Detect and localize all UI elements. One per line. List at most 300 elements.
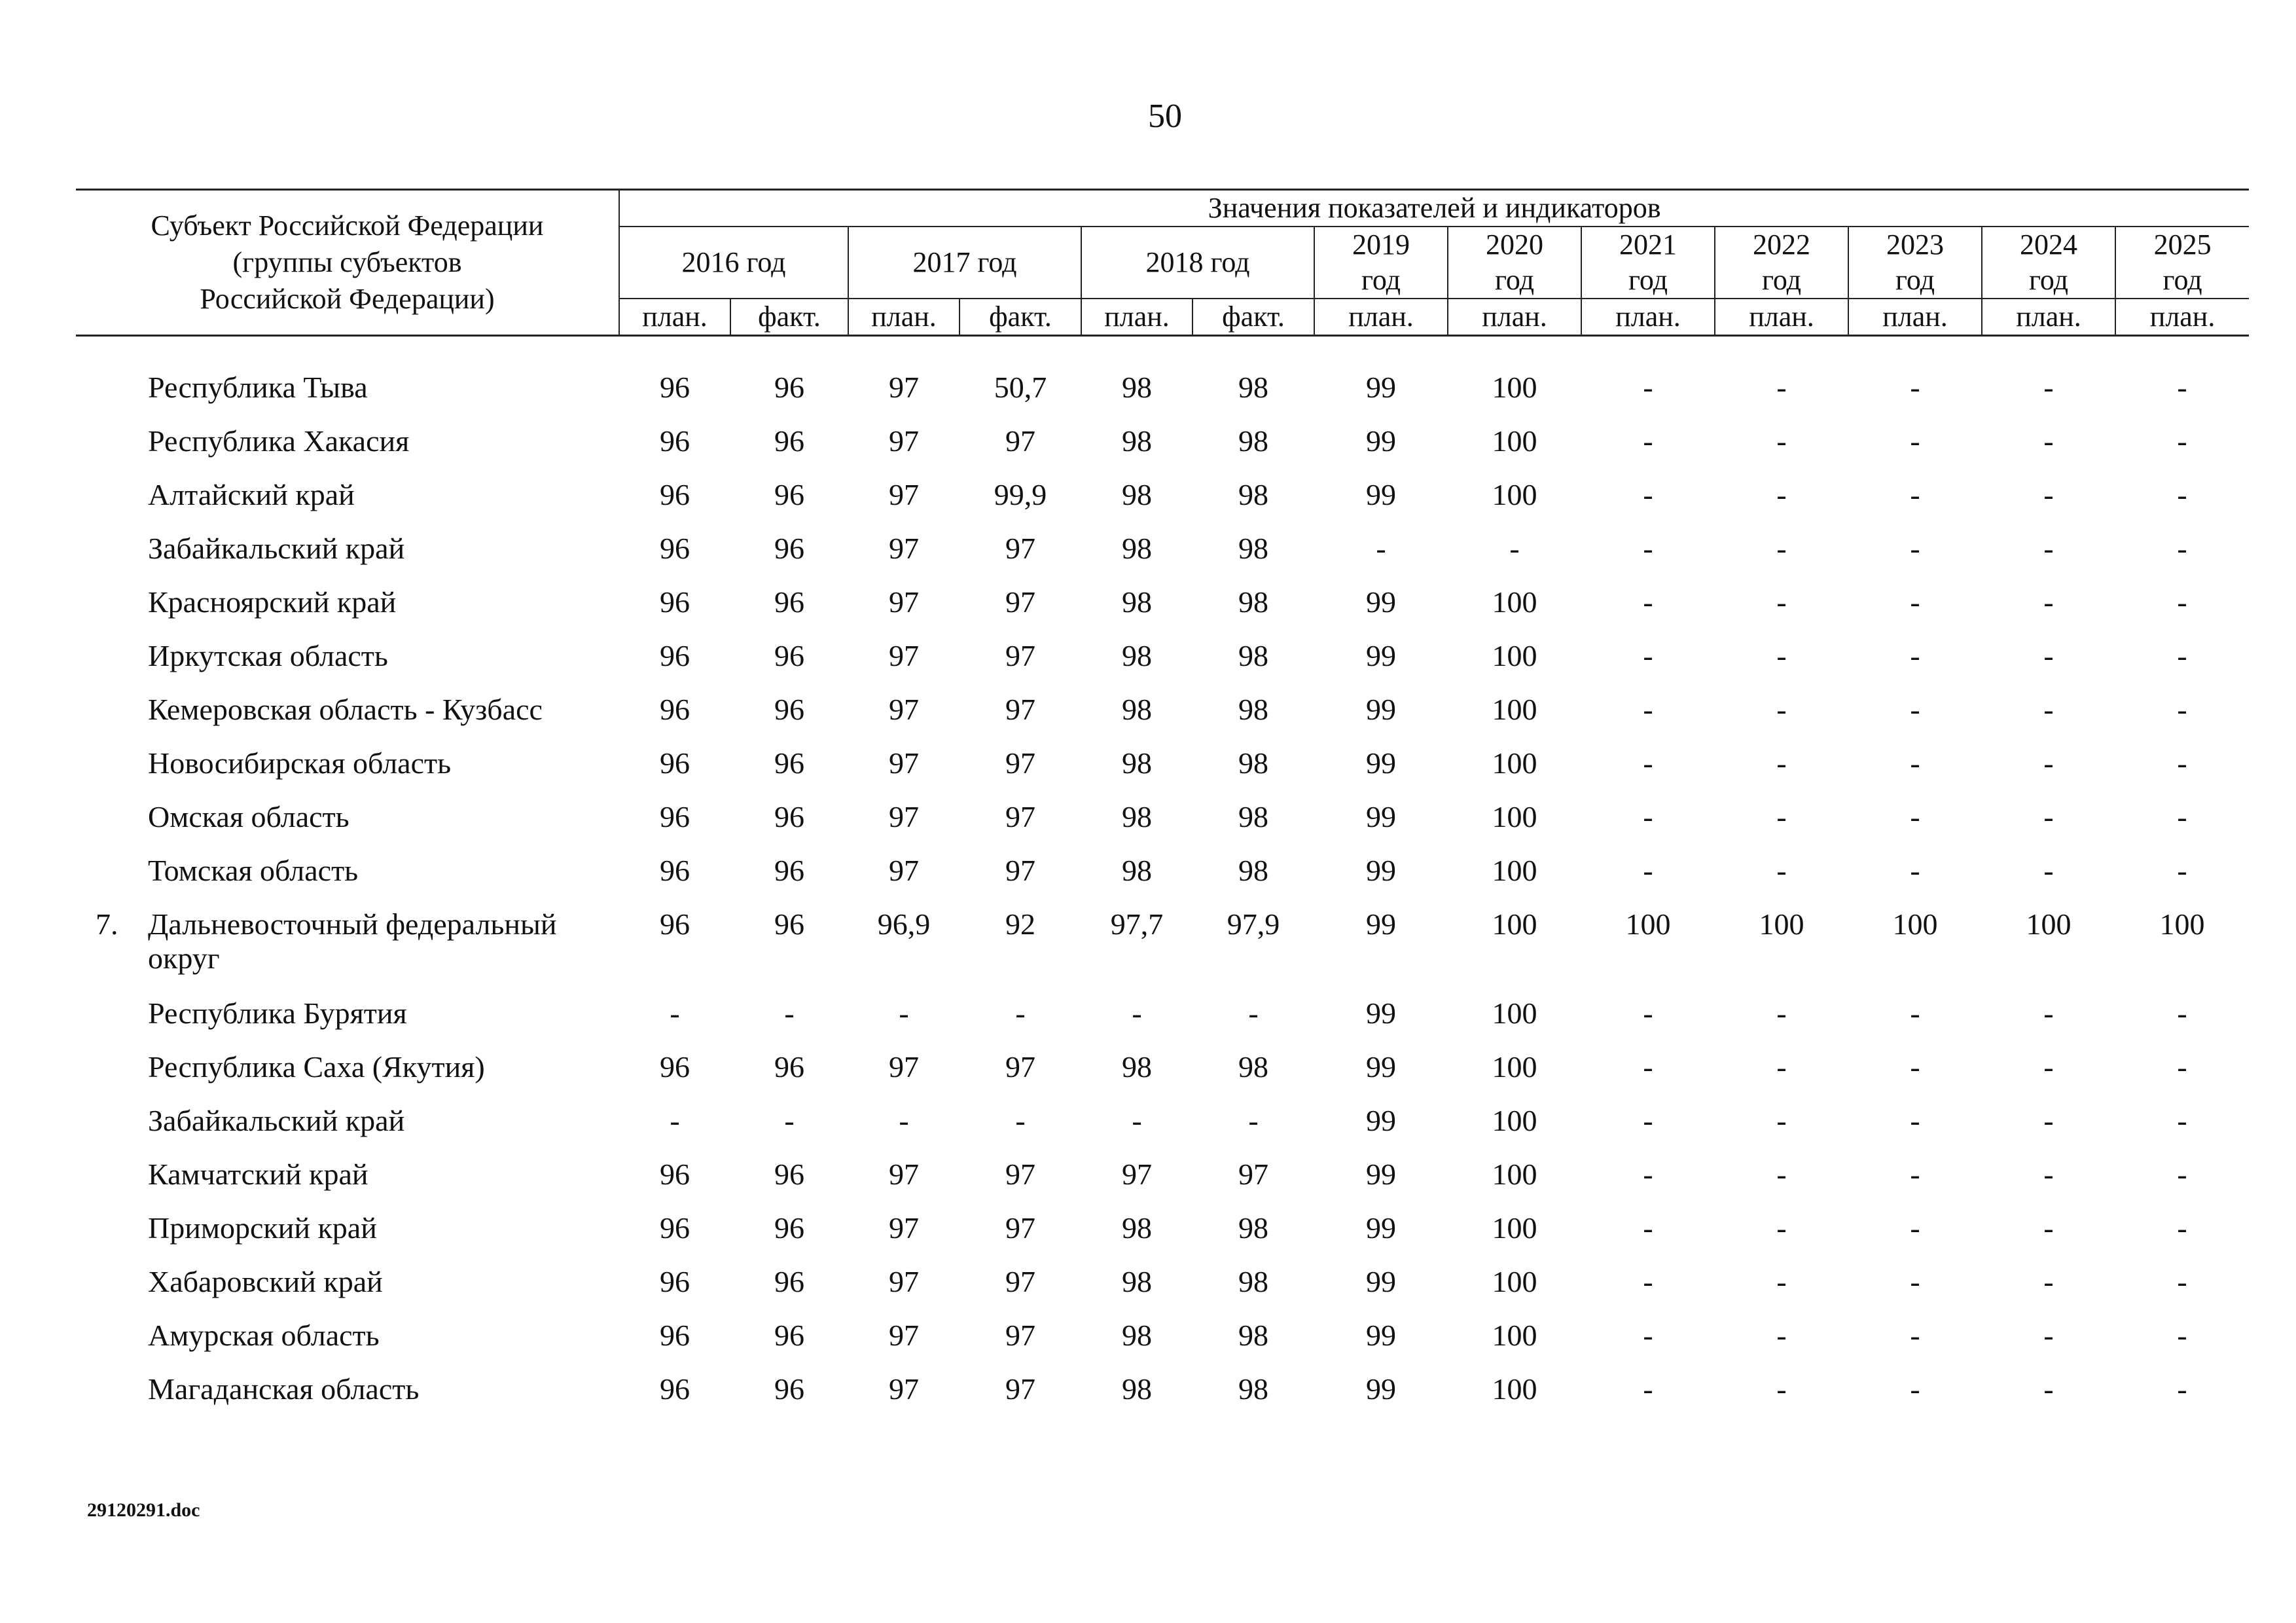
value-cell: 96 — [660, 585, 690, 619]
region-name: Хабаровский край — [148, 1265, 383, 1298]
year-header-2021: 2021 год — [1581, 227, 1715, 299]
value-cell: 96 — [774, 1265, 804, 1298]
table-row — [76, 424, 2249, 478]
value-cell: 97 — [889, 639, 919, 672]
value-cell: - — [1643, 639, 1653, 672]
table-row — [76, 1050, 2249, 1104]
value-cell: - — [1910, 478, 1920, 511]
value-cell: 99 — [1366, 693, 1396, 726]
value-cell: 100 — [1492, 1050, 1537, 1084]
value-cell: 100 — [1492, 854, 1537, 887]
value-cell: 99 — [1366, 907, 1396, 941]
value-cell: - — [2177, 424, 2187, 458]
value-cell: - — [1910, 532, 1920, 565]
value-cell: - — [2177, 693, 2187, 726]
value-cell: - — [1643, 1158, 1653, 1191]
value-cell: - — [1643, 478, 1653, 511]
value-cell: - — [1643, 800, 1653, 833]
value-cell: 98 — [1122, 1319, 1152, 1352]
value-cell: 100 — [1492, 1211, 1537, 1245]
value-cell: 96 — [774, 1372, 804, 1406]
value-cell: - — [1910, 639, 1920, 672]
value-cell: 96 — [774, 907, 804, 941]
value-cell: 99 — [1366, 1265, 1396, 1298]
table-row — [76, 1158, 2249, 1211]
value-cell: 98 — [1122, 585, 1152, 619]
value-cell: - — [2043, 1104, 2054, 1137]
value-cell: - — [1643, 693, 1653, 726]
value-cell: 96 — [660, 907, 690, 941]
value-cell: 98 — [1122, 532, 1152, 565]
value-cell: - — [1643, 532, 1653, 565]
value-cell: 100 — [1492, 1319, 1537, 1352]
value-cell: 100 — [1492, 1265, 1537, 1298]
value-cell: 98 — [1122, 424, 1152, 458]
sub-header-2016-fact: факт. — [730, 299, 848, 336]
value-cell: 96 — [660, 478, 690, 511]
value-cell: 99 — [1366, 478, 1396, 511]
value-cell: 99 — [1366, 424, 1396, 458]
value-cell: 98 — [1122, 1265, 1152, 1298]
value-cell: - — [899, 1104, 909, 1137]
region-name: Иркутская область — [148, 639, 388, 672]
value-cell: 99 — [1366, 746, 1396, 780]
value-cell: 96 — [660, 1265, 690, 1298]
year-header-2016: 2016 год — [619, 227, 848, 299]
value-cell: - — [1776, 854, 1787, 887]
row-number — [76, 1372, 148, 1426]
value-cell: 97 — [1005, 1265, 1035, 1298]
values-group-header: Значения показателей и индикаторов — [619, 190, 2249, 227]
row-number — [76, 693, 148, 746]
value-cell: 99 — [1366, 371, 1396, 404]
value-cell: - — [1910, 693, 1920, 726]
value-cell: - — [1376, 532, 1386, 565]
year-header-2020: 2020 год — [1448, 227, 1581, 299]
table-row — [76, 1265, 2249, 1319]
value-cell: 98 — [1122, 1050, 1152, 1084]
value-cell: 96 — [774, 371, 804, 404]
value-cell: 97 — [1005, 1158, 1035, 1191]
sub-header-2025-plan: план. — [2115, 299, 2249, 336]
value-cell: - — [1643, 1104, 1653, 1137]
value-cell: - — [1910, 1104, 1920, 1137]
table-row — [76, 478, 2249, 532]
value-cell: - — [2043, 1319, 2054, 1352]
value-cell: 100 — [1492, 1158, 1537, 1191]
value-cell: - — [1776, 1104, 1787, 1137]
value-cell: 97 — [1005, 1319, 1035, 1352]
value-cell: - — [1910, 746, 1920, 780]
subject-header-line-3: Российской Федерации) — [200, 283, 495, 315]
value-cell: 100 — [1492, 1104, 1537, 1137]
value-cell: 100 — [1759, 907, 1804, 941]
value-cell: 97 — [889, 478, 919, 511]
value-cell: 96 — [774, 639, 804, 672]
value-cell: 100 — [1492, 996, 1537, 1030]
value-cell: 98 — [1238, 854, 1268, 887]
sub-header-2018-fact: факт. — [1193, 299, 1314, 336]
value-cell: 100 — [1492, 478, 1537, 511]
value-cell: - — [2043, 639, 2054, 672]
value-cell: 97 — [1238, 1158, 1268, 1191]
row-number — [76, 639, 148, 693]
row-number — [76, 1319, 148, 1372]
value-cell: 96 — [774, 1211, 804, 1245]
value-cell: 100 — [1492, 424, 1537, 458]
row-number — [76, 532, 148, 585]
value-cell: 98 — [1238, 800, 1268, 833]
value-cell: - — [2043, 800, 2054, 833]
value-cell: 98 — [1238, 478, 1268, 511]
value-cell: - — [670, 996, 680, 1030]
value-cell: - — [1776, 996, 1787, 1030]
row-number — [76, 1265, 148, 1319]
value-cell: 97 — [889, 854, 919, 887]
region-name: Алтайский край — [148, 478, 355, 511]
value-cell: - — [2177, 585, 2187, 619]
value-cell: 97 — [1005, 854, 1035, 887]
table-row — [76, 371, 2249, 424]
table-row — [76, 693, 2249, 746]
value-cell: 98 — [1122, 478, 1152, 511]
value-cell: - — [2043, 1158, 2054, 1191]
value-cell: 96 — [660, 532, 690, 565]
value-cell: - — [2043, 693, 2054, 726]
row-number — [76, 1158, 148, 1211]
value-cell: 99 — [1366, 996, 1396, 1030]
value-cell: 99,9 — [994, 478, 1047, 511]
region-name: Дальневосточный федеральный округ — [148, 907, 557, 975]
row-number: 7. — [96, 907, 118, 941]
value-cell: - — [1776, 746, 1787, 780]
value-cell: - — [1643, 1211, 1653, 1245]
value-cell: 100 — [1492, 907, 1537, 941]
sub-header-2022-plan: план. — [1715, 299, 1848, 336]
value-cell: 100 — [1492, 585, 1537, 619]
table-row — [76, 907, 2249, 996]
value-cell: 96 — [774, 585, 804, 619]
value-cell: 99 — [1366, 854, 1396, 887]
value-cell: 50,7 — [994, 371, 1047, 404]
value-cell: 99 — [1366, 1104, 1396, 1137]
value-cell: - — [784, 1104, 795, 1137]
value-cell: - — [1248, 996, 1259, 1030]
table-row — [76, 585, 2249, 639]
value-cell: 96 — [660, 693, 690, 726]
value-cell: 98 — [1238, 693, 1268, 726]
value-cell: 96 — [774, 1319, 804, 1352]
value-cell: 97 — [889, 1372, 919, 1406]
row-number — [76, 1050, 148, 1104]
value-cell: - — [1910, 1319, 1920, 1352]
value-cell: 97 — [1005, 1372, 1035, 1406]
value-cell: 96 — [660, 854, 690, 887]
value-cell: 96 — [774, 478, 804, 511]
value-cell: - — [1643, 1265, 1653, 1298]
value-cell: - — [2177, 1104, 2187, 1137]
table-row — [76, 800, 2249, 854]
value-cell: 98 — [1238, 371, 1268, 404]
value-cell: - — [1776, 800, 1787, 833]
value-cell: 97 — [1122, 1158, 1152, 1191]
region-name: Республика Бурятия — [148, 996, 407, 1030]
value-cell: 98 — [1238, 532, 1268, 565]
value-cell: 97 — [889, 371, 919, 404]
value-cell: - — [1643, 1050, 1653, 1084]
value-cell: - — [2177, 1265, 2187, 1298]
value-cell: 96 — [660, 1319, 690, 1352]
value-cell: - — [2177, 1319, 2187, 1352]
year-header-2024: 2024 год — [1982, 227, 2115, 299]
value-cell: - — [1910, 585, 1920, 619]
value-cell: - — [2043, 371, 2054, 404]
region-name: Томская область — [148, 854, 359, 887]
value-cell: - — [2043, 1050, 2054, 1084]
value-cell: 96,9 — [877, 907, 931, 941]
region-name: Приморский край — [148, 1211, 377, 1245]
value-cell: - — [1776, 585, 1787, 619]
value-cell: 98 — [1122, 371, 1152, 404]
value-cell: - — [1248, 1104, 1259, 1137]
region-name: Республика Саха (Якутия) — [148, 1050, 485, 1084]
value-cell: - — [1776, 1372, 1787, 1406]
value-cell: 96 — [774, 693, 804, 726]
row-number — [76, 746, 148, 800]
value-cell: 98 — [1122, 1372, 1152, 1406]
value-cell: - — [1776, 639, 1787, 672]
value-cell: - — [1132, 996, 1142, 1030]
value-cell: 98 — [1238, 639, 1268, 672]
value-cell: 96 — [774, 1158, 804, 1191]
data-table — [76, 371, 2249, 1426]
value-cell: 97 — [1005, 1050, 1035, 1084]
value-cell: - — [2043, 1372, 2054, 1406]
value-cell: - — [1643, 1319, 1653, 1352]
value-cell: 98 — [1238, 746, 1268, 780]
value-cell: 98 — [1122, 800, 1152, 833]
value-cell: - — [1776, 424, 1787, 458]
value-cell: - — [2177, 1158, 2187, 1191]
region-name: Магаданская область — [148, 1372, 420, 1406]
value-cell: 99 — [1366, 1158, 1396, 1191]
value-cell: 97 — [1005, 693, 1035, 726]
value-cell: - — [2043, 1211, 2054, 1245]
table-header — [76, 189, 2249, 337]
row-number — [76, 800, 148, 854]
value-cell: 97 — [889, 1050, 919, 1084]
value-cell: 97 — [889, 693, 919, 726]
value-cell: - — [784, 996, 795, 1030]
subject-header-line-2: (группы субъектов — [232, 246, 462, 278]
value-cell: - — [2043, 424, 2054, 458]
value-cell: 96 — [660, 424, 690, 458]
value-cell: - — [1910, 424, 1920, 458]
region-name: Республика Тыва — [148, 371, 368, 404]
sub-header-2024-plan: план. — [1982, 299, 2115, 336]
value-cell: - — [1776, 1050, 1787, 1084]
value-cell: 97 — [889, 1211, 919, 1245]
value-cell: - — [2177, 371, 2187, 404]
value-cell: 96 — [774, 800, 804, 833]
value-cell: 97 — [889, 800, 919, 833]
value-cell: 98 — [1238, 585, 1268, 619]
year-header-2025: 2025 год — [2115, 227, 2249, 299]
region-name: Камчатский край — [148, 1158, 368, 1191]
value-cell: 100 — [1892, 907, 1938, 941]
value-cell: - — [1776, 478, 1787, 511]
value-cell: 97 — [1005, 639, 1035, 672]
value-cell: - — [1910, 1211, 1920, 1245]
value-cell: 100 — [2026, 907, 2072, 941]
value-cell: 98 — [1122, 854, 1152, 887]
value-cell: 100 — [1492, 800, 1537, 833]
value-cell: - — [2043, 532, 2054, 565]
region-name: Амурская область — [148, 1319, 380, 1352]
value-cell: - — [1776, 371, 1787, 404]
value-cell: 97,7 — [1110, 907, 1164, 941]
value-cell: - — [1776, 693, 1787, 726]
value-cell: - — [2177, 1372, 2187, 1406]
table-row — [76, 1319, 2249, 1372]
value-cell: - — [1643, 585, 1653, 619]
table-row — [76, 1372, 2249, 1426]
value-cell: 100 — [1492, 693, 1537, 726]
year-header-2019: 2019 год — [1314, 227, 1448, 299]
value-cell: - — [2177, 478, 2187, 511]
row-number — [76, 996, 148, 1050]
table-row — [76, 746, 2249, 800]
value-cell: 96 — [660, 746, 690, 780]
value-cell: 99 — [1366, 1211, 1396, 1245]
value-cell: 97 — [1005, 800, 1035, 833]
region-name: Забайкальский край — [148, 1104, 405, 1137]
value-cell: 98 — [1122, 1211, 1152, 1245]
value-cell: 96 — [660, 1158, 690, 1191]
value-cell: 98 — [1122, 639, 1152, 672]
value-cell: 96 — [660, 800, 690, 833]
value-cell: - — [1910, 371, 1920, 404]
year-header-2017: 2017 год — [848, 227, 1081, 299]
value-cell: 97 — [1005, 1211, 1035, 1245]
table-row — [76, 996, 2249, 1050]
value-cell: - — [1910, 1050, 1920, 1084]
value-cell: - — [2177, 996, 2187, 1030]
table-row — [76, 639, 2249, 693]
value-cell: - — [2043, 585, 2054, 619]
document-reference: 29120291.doc — [87, 1499, 200, 1521]
value-cell: 96 — [774, 532, 804, 565]
value-cell: 99 — [1366, 800, 1396, 833]
value-cell: 96 — [660, 1050, 690, 1084]
value-cell: 98 — [1122, 693, 1152, 726]
value-cell: 98 — [1122, 746, 1152, 780]
value-cell: 96 — [660, 1372, 690, 1406]
value-cell: 98 — [1238, 1372, 1268, 1406]
value-cell: - — [1132, 1104, 1142, 1137]
value-cell: 96 — [660, 1211, 690, 1245]
value-cell: - — [1509, 532, 1520, 565]
value-cell: 97 — [889, 424, 919, 458]
value-cell: 100 — [2159, 907, 2205, 941]
row-number — [76, 424, 148, 478]
page-number: 50 — [1148, 98, 1182, 135]
year-header-2023: 2023 год — [1848, 227, 1982, 299]
value-cell: 96 — [774, 424, 804, 458]
value-cell: - — [1910, 854, 1920, 887]
value-cell: - — [2177, 639, 2187, 672]
value-cell: 97,9 — [1227, 907, 1280, 941]
value-cell: - — [670, 1104, 680, 1137]
sub-header-2017-fact: факт. — [960, 299, 1081, 336]
subject-column-header — [76, 190, 619, 336]
value-cell: - — [1776, 1265, 1787, 1298]
value-cell: - — [1776, 532, 1787, 565]
value-cell: - — [1643, 996, 1653, 1030]
value-cell: 100 — [1625, 907, 1671, 941]
sub-header-2017-plan: план. — [848, 299, 960, 336]
year-header-2018: 2018 год — [1081, 227, 1314, 299]
value-cell: 98 — [1238, 1211, 1268, 1245]
region-name: Омская область — [148, 800, 350, 833]
value-cell: 97 — [889, 1158, 919, 1191]
value-cell: 97 — [1005, 585, 1035, 619]
value-cell: - — [1910, 1265, 1920, 1298]
value-cell: 100 — [1492, 1372, 1537, 1406]
value-cell: - — [2177, 746, 2187, 780]
value-cell: - — [2177, 1211, 2187, 1245]
value-cell: 100 — [1492, 371, 1537, 404]
value-cell: - — [2177, 532, 2187, 565]
value-cell: - — [1643, 1372, 1653, 1406]
value-cell: - — [2177, 800, 2187, 833]
value-cell: 97 — [1005, 424, 1035, 458]
table-row — [76, 1104, 2249, 1158]
value-cell: - — [1910, 1158, 1920, 1191]
region-name: Республика Хакасия — [148, 424, 410, 458]
year-header-2022: 2022 год — [1715, 227, 1848, 299]
value-cell: 99 — [1366, 1050, 1396, 1084]
value-cell: - — [899, 996, 909, 1030]
value-cell: 97 — [889, 1319, 919, 1352]
row-number — [76, 854, 148, 907]
row-number — [76, 478, 148, 532]
value-cell: - — [1643, 371, 1653, 404]
value-cell: 98 — [1238, 1265, 1268, 1298]
region-name: Кемеровская область - Кузбасс — [148, 693, 543, 726]
value-cell: - — [1776, 1211, 1787, 1245]
value-cell: 97 — [889, 585, 919, 619]
value-cell: 99 — [1366, 585, 1396, 619]
value-cell: 96 — [774, 1050, 804, 1084]
table-row — [76, 1211, 2249, 1265]
value-cell: - — [1643, 746, 1653, 780]
value-cell: 97 — [1005, 532, 1035, 565]
value-cell: - — [1015, 1104, 1026, 1137]
row-number — [76, 585, 148, 639]
table-row — [76, 532, 2249, 585]
value-cell: - — [2177, 854, 2187, 887]
value-cell: 97 — [889, 1265, 919, 1298]
sub-header-2021-plan: план. — [1581, 299, 1715, 336]
value-cell: 97 — [889, 746, 919, 780]
value-cell: 100 — [1492, 639, 1537, 672]
row-number — [76, 371, 148, 424]
table-row — [76, 854, 2249, 907]
value-cell: 96 — [774, 746, 804, 780]
value-cell: - — [2177, 1050, 2187, 1084]
sub-header-2016-plan: план. — [619, 299, 730, 336]
